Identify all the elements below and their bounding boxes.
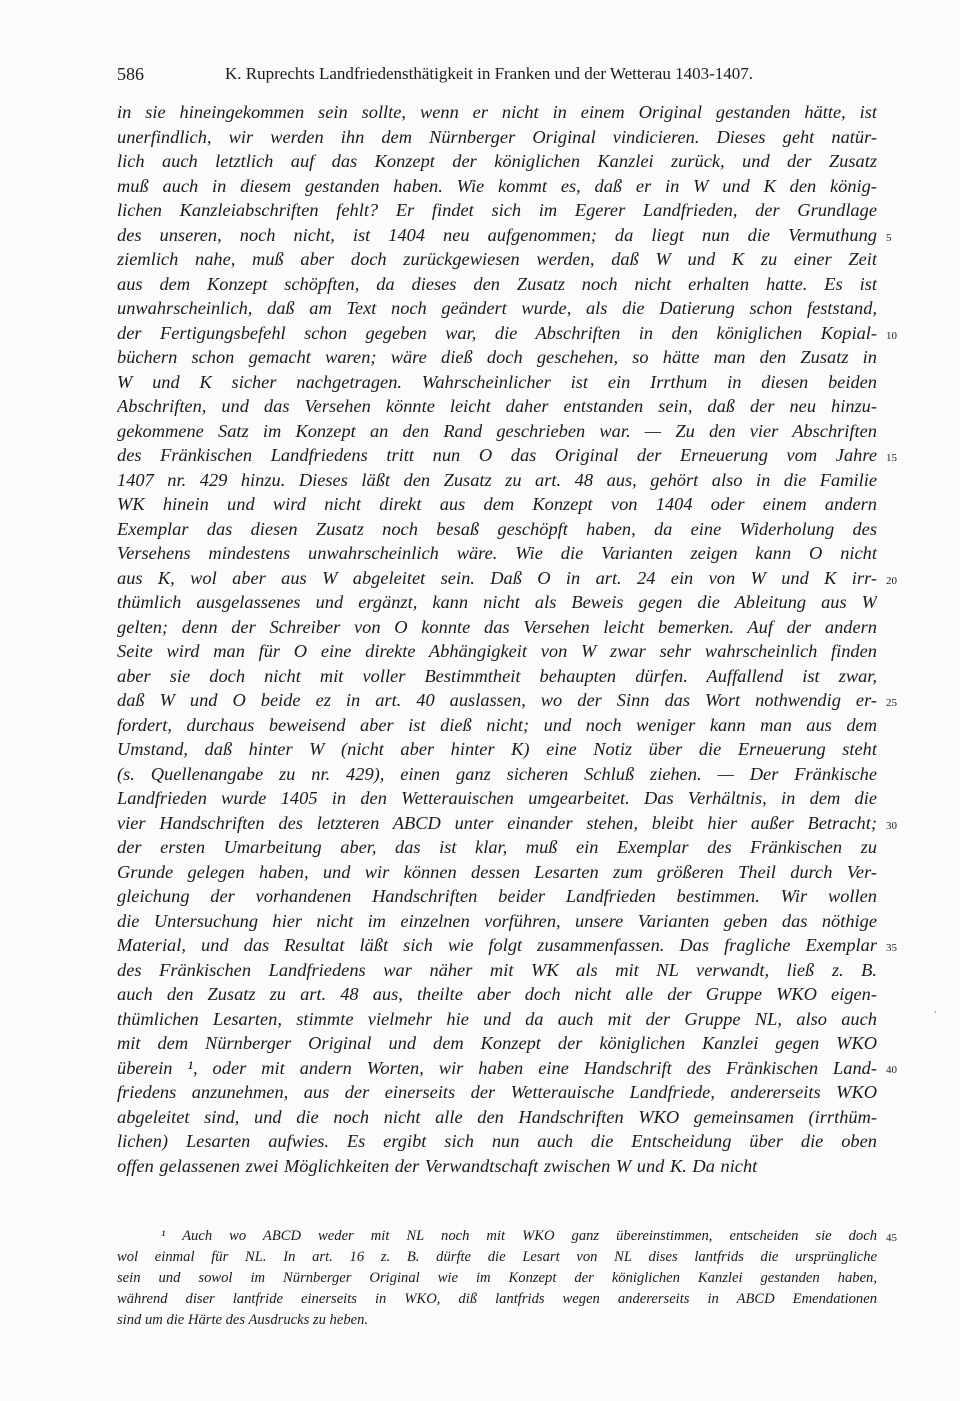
text-line: überein ¹, oder mit andern Worten, wir haben eine Handschrift des Fränkischen Land- <box>117 1057 877 1078</box>
text-line: des Fränkischen Landfriedens war näher mit WK als mit NL verwandt, ließ z. B. <box>117 959 877 980</box>
line-number: 40 <box>886 1064 897 1076</box>
text-line: lich auch letztlich auf das Konzept der königlichen Kanzlei zurück, und der Zusatz <box>117 151 877 171</box>
text-line: Umstand, daß hinter W (nicht aber hinter K) eine Notiz über die Erneuerung steht <box>117 739 877 759</box>
text-line: thümlichen Lesarten, stimmte vielmehr hie und da auch mit der Gruppe NL, also auch <box>117 1008 877 1029</box>
text-line: Abschriften, und das Versehen könnte leicht daher entstanden sein, daß der neu hinzu- <box>117 396 877 416</box>
text-line: mit dem Nürnberger Original und dem Konzept der königlichen Kanzlei gegen WKO <box>117 1033 877 1053</box>
footnotes <box>117 1226 877 1331</box>
text-line: der Fertigungsbefehl schon gegeben war, die Abschriften in den königlichen Kopial- <box>117 322 877 343</box>
text-line: fordert, durchaus beweisend aber ist dieß nicht; und noch weniger kann man aus dem <box>117 714 877 735</box>
text-line: des unseren, noch nicht, ist 1404 neu aufgenommen; da liegt nun die Vermuthung <box>117 224 877 245</box>
text-line: lichen) Lesarten aufwies. Es ergibt sich nun auch die Entscheidung über die oben <box>117 1131 877 1151</box>
text-line: gleichung der vorhandenen Handschriften beider Landfrieden bestimmen. Wir wollen <box>117 886 877 906</box>
line-number: 45 <box>886 1232 897 1244</box>
text-line: Landfrieden wurde 1405 in den Wetterauischen umgearbeitet. Das Verhältnis, in dem die <box>117 788 877 808</box>
footnote-line: wol einmal für NL. In art. 16 z. B. dürfte die Lesart von NL dises lantfrids die ursprüngliche <box>117 1249 877 1265</box>
text-line: Versehens mindestens unwahrscheinlich wäre. Wie die Varianten zeigen kann O nicht <box>117 543 877 563</box>
text-line: unwahrscheinlich, daß am Text noch geändert wurde, als die Datierung schon feststand, <box>117 298 877 318</box>
text-line: unerfindlich, wir werden ihn dem Nürnberger Original vindicieren. Dieses geht natür- <box>117 126 877 147</box>
text-line: Material, und das Resultat läßt sich wie folgt zusammenfassen. Das fragliche Exemplar <box>117 935 877 955</box>
text-line: (s. Quellenangabe zu nr. 429), einen ganz sicheren Schluß ziehen. — Der Fränkische <box>117 763 877 784</box>
text-line: gekommene Satz im Konzept an den Rand geschrieben war. — Zu den vier Abschriften <box>117 420 877 441</box>
footnote-line: sein und sowol im Nürnberger Original wie im Konzept der königlichen Kanzlei gestanden haben, <box>117 1270 877 1286</box>
text-line: in sie hineingekommen sein sollte, wenn er nicht in einem Original gestanden hätte, ist <box>117 102 877 122</box>
footnote-line: ¹ Auch wo ABCD weder mit NL noch mit WKO ganz übereinstimmen, entscheiden sie doch <box>161 1228 877 1244</box>
text-line: abgeleitet sind, und die noch nicht alle den Handschriften WKO gemeinsamen (irrthüm- <box>117 1106 877 1127</box>
footnote-line: während diser lantfride einerseits in WKO, diß lantfrids wegen andererseits in ABCD Emendationen <box>117 1291 877 1307</box>
text-line: aus K, wol aber aus W abgeleitet sein. Daß O in art. 24 ein von W und K irr- <box>117 567 877 588</box>
running-header <box>117 62 877 88</box>
line-number: 5 <box>886 232 892 244</box>
line-number: 25 <box>886 697 897 709</box>
margin-mark: , <box>934 1004 938 1015</box>
text-line: 1407 nr. 429 hinzu. Dieses läßt den Zusatz zu art. 48 aus, gehört also in die Familie <box>117 469 877 490</box>
text-line: muß auch in diesem gestanden haben. Wie kommt es, daß er in W und K den könig- <box>117 175 877 196</box>
text-line: vier Handschriften des letzteren ABCD unter einander stehen, bleibt hier außer Betracht; <box>117 812 877 833</box>
text-line: lichen Kanzleiabschriften fehlt? Er findet sich im Egerer Landfrieden, der Grundlage <box>117 200 877 220</box>
text-line: ziemlich nahe, muß aber doch zurückgewiesen werden, daß W und K zu einer Zeit <box>117 249 877 269</box>
line-number: 30 <box>886 820 897 832</box>
text-line: aus dem Konzept schöpften, da dieses den Zusatz noch nicht erhalten hatte. Es ist <box>117 273 877 294</box>
line-number: 35 <box>886 942 897 954</box>
text-line: Seite wird man für O eine direkte Abhängigkeit von W zwar sehr wahrscheinlich finden <box>117 641 877 661</box>
text-line: gelten; denn der Schreiber von O konnte das Versehen leicht bemerken. Auf der andern <box>117 616 877 637</box>
text-line: offen gelassenen zwei Möglichkeiten der Verwandtschaft zwischen W und K. Da nicht <box>117 1155 758 1176</box>
text-line: büchern schon gemacht waren; wäre dieß doch geschehen, so hätte man den Zusatz in <box>117 347 877 367</box>
line-number: 15 <box>886 452 897 464</box>
text-line: friedens anzunehmen, aus der einerseits der Wetterauische Landfriede, andererseits WKO <box>117 1082 877 1102</box>
page-number: 586 <box>117 64 144 84</box>
footnote-line: sind um die Härte des Ausdrucks zu heben. <box>117 1312 369 1328</box>
text-line: die Untersuchung hier nicht im einzelnen vorführen, unsere Varianten geben das nöthige <box>117 910 877 931</box>
line-number: 10 <box>886 330 897 342</box>
body-text <box>117 100 877 1178</box>
text-line: des Fränkischen Landfriedens tritt nun O das Original der Erneuerung vom Jahre <box>117 445 877 465</box>
text-line: thümlich ausgelassenes und ergänzt, kann nicht als Beweis gegen die Ableitung aus W <box>117 592 877 612</box>
text-line: W und K sicher nachgetragen. Wahrscheinlicher ist ein Irrthum in diesen beiden <box>117 371 877 392</box>
running-title: K. Ruprechts Landfriedensthätigkeit in Franken und der Wetterau 1403-1407. <box>225 64 754 83</box>
text-line: der ersten Umarbeitung aber, das ist klar, muß ein Exemplar des Fränkischen zu <box>117 837 877 857</box>
text-line: aber sie doch nicht mit voller Bestimmtheit behaupten dürfen. Auffallend ist zwar, <box>117 665 877 686</box>
text-line: Grunde gelegen haben, und wir können dessen Lesarten zum größeren Theil durch Ver- <box>117 861 877 882</box>
text-line: auch den Zusatz zu art. 48 aus, theilte aber doch nicht alle der Gruppe WKO eigen- <box>117 984 877 1004</box>
text-line: Exemplar das diesen Zusatz noch besaß geschöpft haben, da eine Widerholung des <box>117 518 877 539</box>
text-line: daß W und O beide ez in art. 40 auslassen, wo der Sinn das Wort nothwendig er- <box>117 690 877 710</box>
line-number: 20 <box>886 575 897 587</box>
text-line: WK hinein und wird nicht direkt aus dem Konzept von 1404 oder einem andern <box>117 494 877 514</box>
